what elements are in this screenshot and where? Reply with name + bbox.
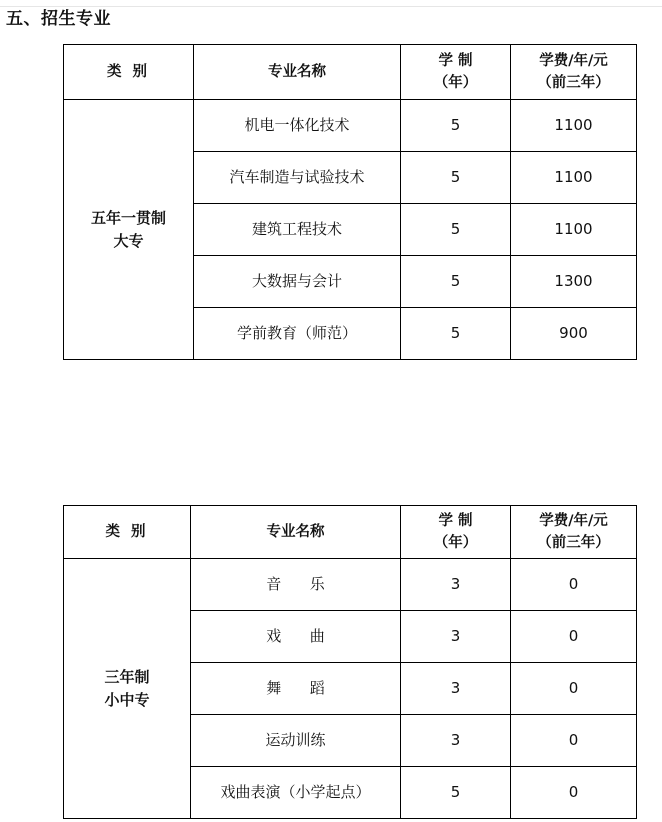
fee-cell: 1300: [511, 256, 637, 308]
header-category: 类 别: [64, 506, 191, 559]
enrollment-table-five-year: [63, 44, 637, 360]
major-cell: 舞 蹈: [191, 663, 401, 715]
major-cell: 音 乐: [191, 559, 401, 611]
years-cell: 3: [401, 663, 511, 715]
header-years: 学 制 （年）: [401, 45, 511, 100]
header-major: 专业名称: [194, 45, 401, 100]
fee-cell: 1100: [511, 204, 637, 256]
header-fee: 学费/年/元 （前三年）: [511, 506, 637, 559]
years-cell: 5: [401, 256, 511, 308]
major-cell: 汽车制造与试验技术: [194, 152, 401, 204]
years-cell: 5: [401, 204, 511, 256]
table-header-row: [64, 506, 637, 559]
header-fee: 学费/年/元 （前三年）: [511, 45, 637, 100]
category-cell: 五年一贯制 大专: [64, 100, 194, 360]
enrollment-table-three-year: [63, 505, 637, 819]
major-cell: 大数据与会计: [194, 256, 401, 308]
fee-cell: 0: [511, 715, 637, 767]
table-row: [64, 559, 637, 611]
major-cell: 戏 曲: [191, 611, 401, 663]
years-cell: 5: [401, 308, 511, 360]
fee-cell: 1100: [511, 152, 637, 204]
section-heading: 五、招生专业: [6, 9, 111, 29]
fee-cell: 1100: [511, 100, 637, 152]
header-category: 类 别: [64, 45, 194, 100]
category-cell: 三年制 小中专: [64, 559, 191, 819]
fee-cell: 0: [511, 663, 637, 715]
header-major: 专业名称: [191, 506, 401, 559]
years-cell: 5: [401, 100, 511, 152]
years-cell: 5: [401, 152, 511, 204]
years-cell: 3: [401, 559, 511, 611]
major-cell: 机电一体化技术: [194, 100, 401, 152]
header-years: 学 制 （年）: [401, 506, 511, 559]
major-cell: 戏曲表演（小学起点）: [191, 767, 401, 819]
years-cell: 3: [401, 611, 511, 663]
years-cell: 5: [401, 767, 511, 819]
table-row: [64, 100, 637, 152]
major-cell: 建筑工程技术: [194, 204, 401, 256]
fee-cell: 0: [511, 559, 637, 611]
major-cell: 运动训练: [191, 715, 401, 767]
major-cell: 学前教育（师范）: [194, 308, 401, 360]
fee-cell: 0: [511, 767, 637, 819]
table-header-row: [64, 45, 637, 100]
fee-cell: 0: [511, 611, 637, 663]
years-cell: 3: [401, 715, 511, 767]
fee-cell: 900: [511, 308, 637, 360]
